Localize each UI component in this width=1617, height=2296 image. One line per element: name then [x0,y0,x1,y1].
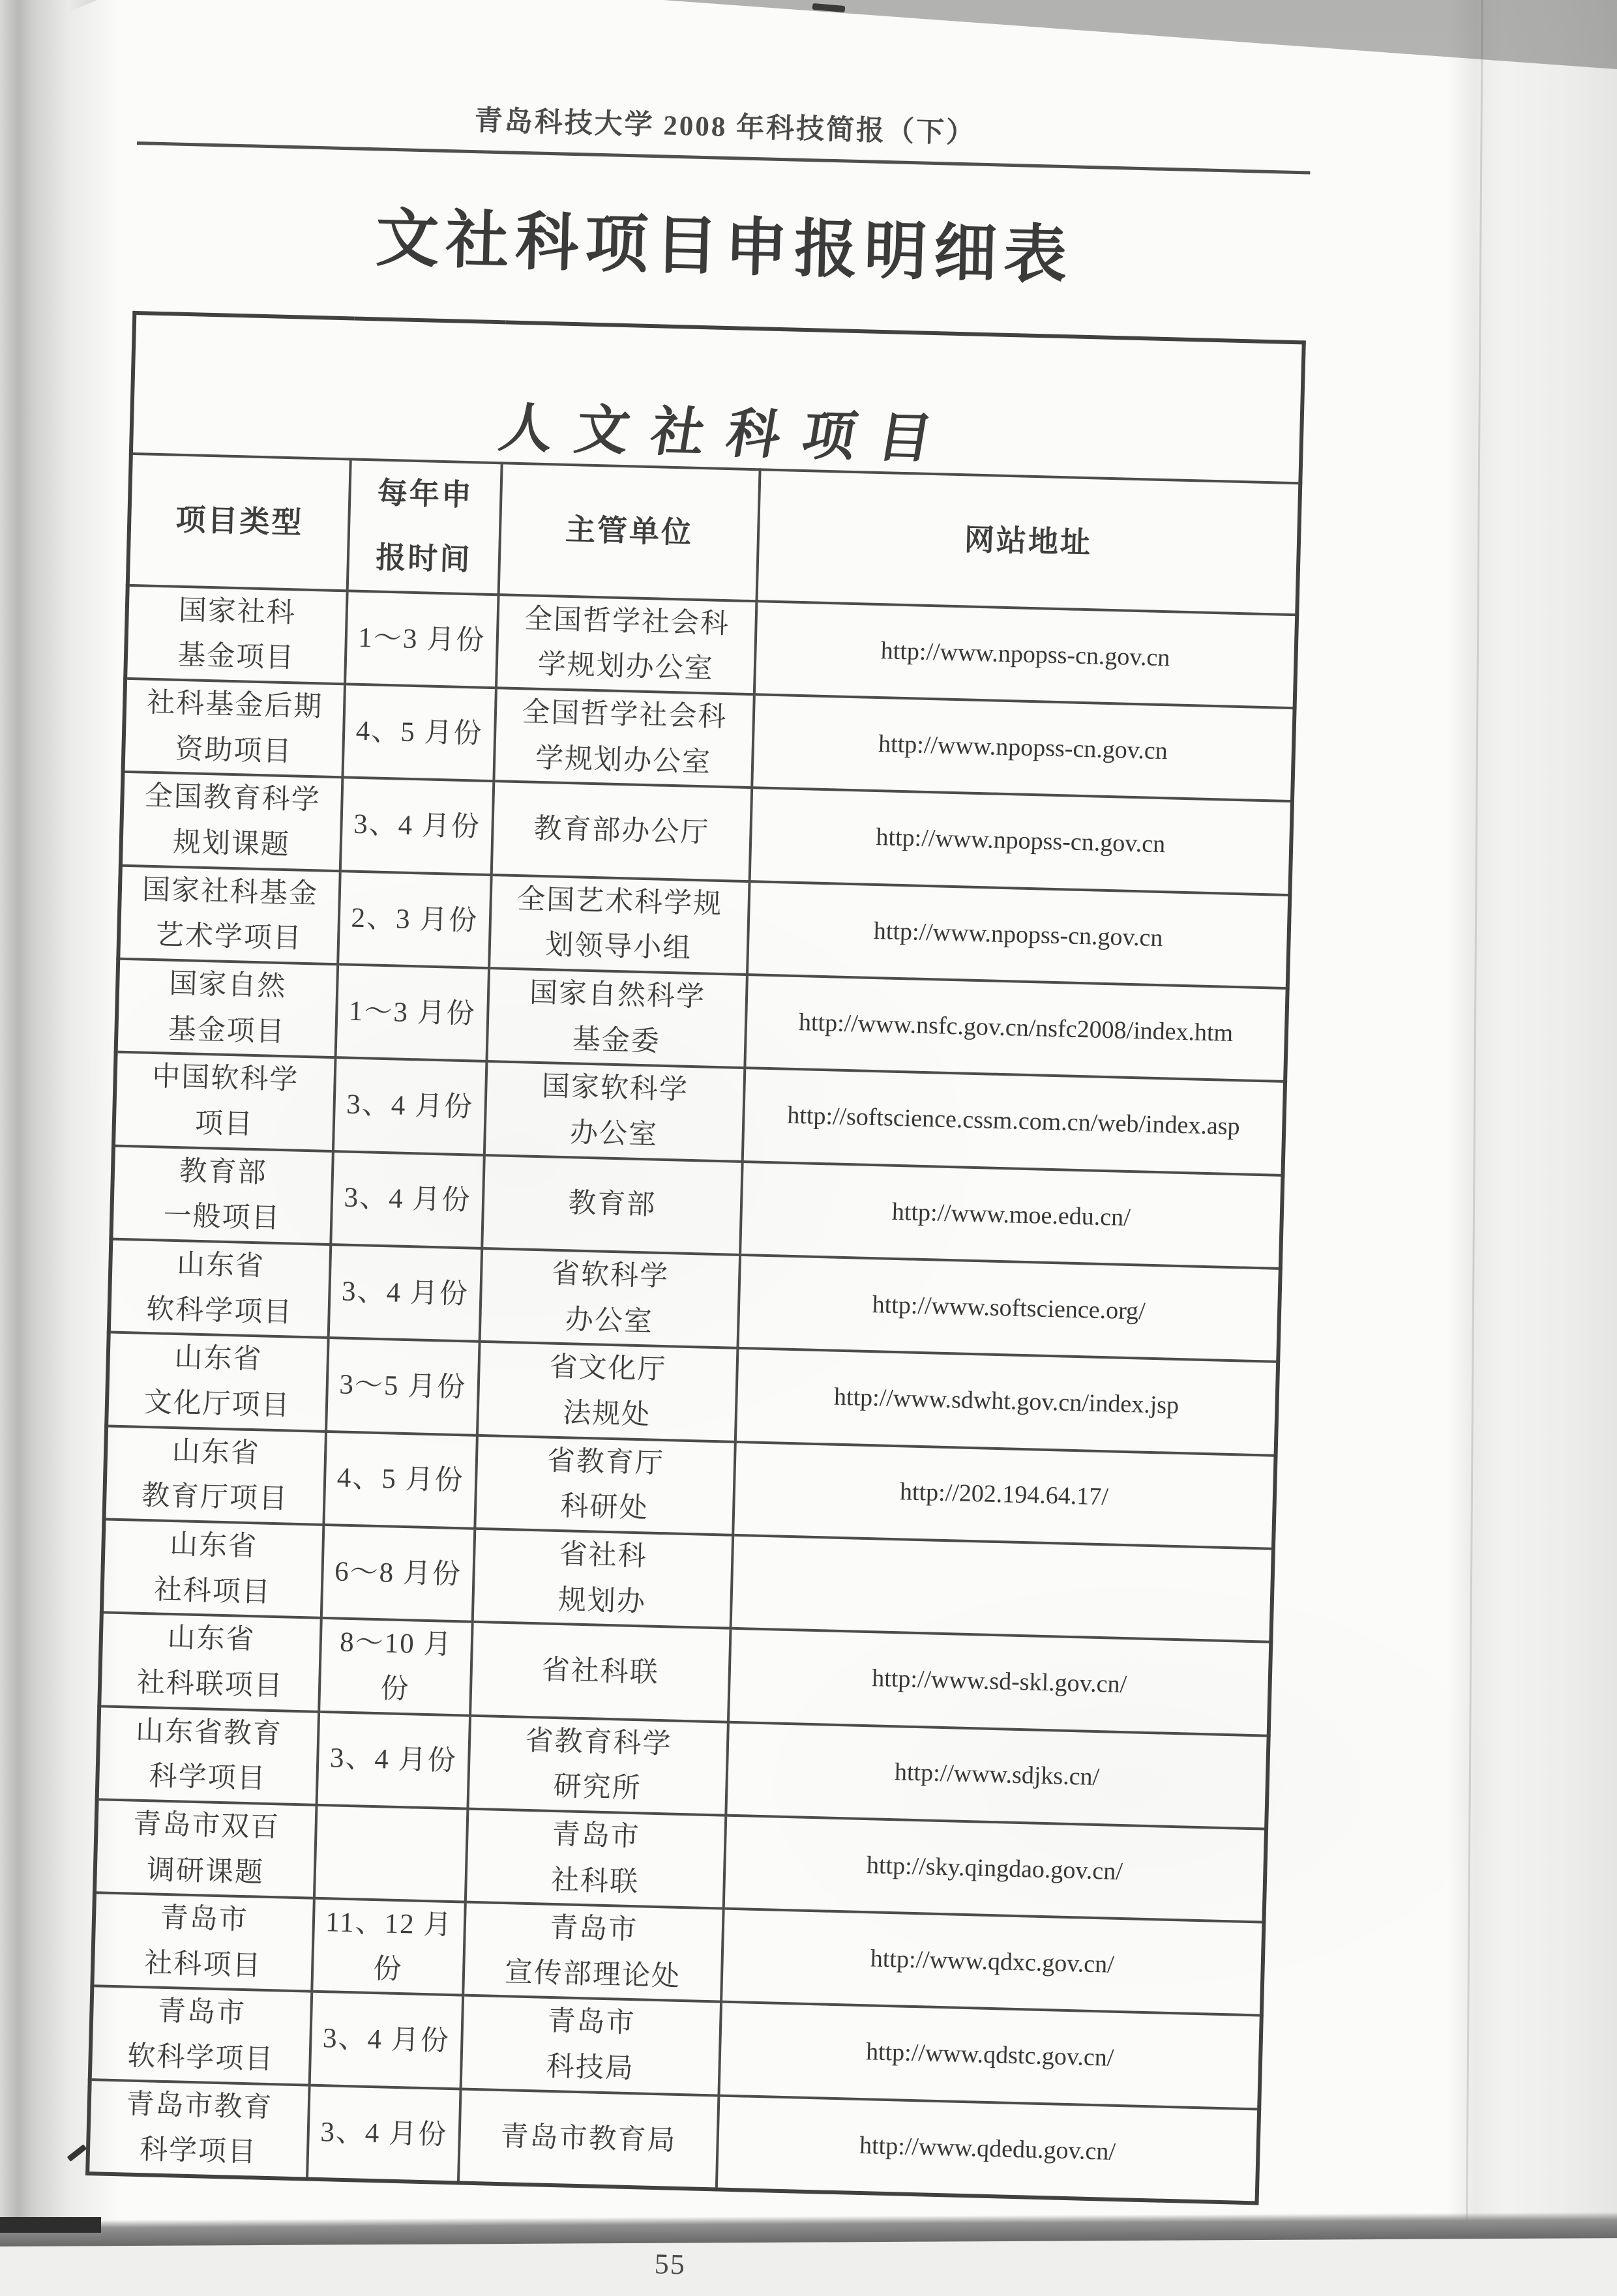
cell-apply-time: 1～3 月份 [336,964,489,1061]
cell-project-type: 山东省 软科学项目 [109,1239,331,1338]
cell-project-type: 青岛市 社科项目 [92,1892,314,1992]
scan-artifact-page-curl [1447,0,1617,2233]
cell-authority: 省教育科学 研究所 [467,1715,728,1815]
projects-table [85,311,1306,2205]
cell-authority: 全国哲学社会科 学规划办公室 [496,595,757,694]
cell-website-url: http://www.qdxc.gov.cn/ [721,1909,1264,2016]
cell-website-url: http://www.qdedu.gov.cn/ [717,2095,1259,2203]
cell-project-type: 教育部 一般项目 [111,1145,333,1244]
cell-website-url: http://www.sdwht.gov.cn/index.jsp [735,1348,1278,1455]
cell-apply-time: 3、4 月份 [329,1244,482,1342]
cell-authority: 国家自然科学 基金委 [486,968,747,1068]
cell-apply-time: 4、5 月份 [324,1432,477,1529]
col-header-apply-time: 每年申 报时间 [348,459,501,595]
col-header-website: 网站地址 [757,469,1301,615]
cell-project-type: 青岛市教育 科学项目 [87,2080,310,2179]
page-number: 55 [654,2248,687,2281]
cell-website-url: http://www.npopss-cn.gov.cn [747,881,1290,988]
cell-apply-time: 3、4 月份 [333,1057,486,1155]
cell-website-url: http://www.qdstc.gov.cn/ [719,2002,1262,2109]
cell-apply-time: 3、4 月份 [340,778,494,875]
cell-apply-time: 3、4 月份 [331,1151,484,1248]
cell-apply-time: 3、4 月份 [307,2085,460,2183]
page-title: 文社科项目申报明细表 [374,203,1075,291]
cell-apply-time: 11、12 月 份 [312,1898,466,1995]
cell-project-type: 国家社科 基金项目 [125,585,348,684]
cell-apply-time: 3～5 月份 [326,1338,479,1435]
col-header-project-type: 项目类型 [128,454,351,591]
cell-authority: 省文化厅 法规处 [477,1342,738,1441]
cell-website-url: http://softscience.cssm.com.cn/web/index.asp [743,1068,1285,1175]
cell-website-url: http://www.npopss-cn.gov.cn [752,694,1294,801]
cell-project-type: 山东省 社科联项目 [99,1613,321,1712]
scan-artifact-bottom-corner [0,2217,101,2233]
cell-apply-time: 1～3 月份 [345,591,498,688]
cell-authority: 省社科联 [470,1622,731,1722]
cell-project-type: 全国教育科学 规划课题 [121,772,343,871]
cell-project-type: 国家自然 基金项目 [116,959,338,1058]
cell-website-url: http://www.moe.edu.cn/ [740,1162,1283,1269]
cell-authority: 全国哲学社会科 学规划办公室 [494,688,754,787]
cell-apply-time: 3、4 月份 [317,1711,470,1808]
cell-website-url: http://www.sdjks.cn/ [726,1722,1268,1829]
cell-apply-time: 2、3 月份 [338,871,491,968]
cell-authority: 青岛市 宣传部理论处 [463,1902,724,2002]
cell-website-url: http://www.npopss-cn.gov.cn [754,601,1297,708]
cell-authority: 省软科学 办公室 [479,1248,740,1348]
cell-website-url [731,1535,1273,1642]
cell-website-url: http://www.softscience.org/ [738,1255,1281,1362]
cell-project-type: 国家社科基金 艺术学项目 [118,865,340,964]
cell-authority: 全国艺术科学规 划领导小组 [489,875,750,975]
cell-website-url: http://www.sd-skl.gov.cn/ [728,1628,1271,1735]
cell-apply-time: 4、5 月份 [343,684,496,781]
cell-website-url: http://www.nsfc.gov.cn/nsfc2008/index.htm [745,975,1287,1082]
cell-project-type: 青岛市双百 调研课题 [95,1799,317,1898]
cell-project-type: 山东省 社科项目 [102,1519,324,1618]
cell-apply-time: 8～10 月 份 [319,1618,472,1715]
cell-website-url: http://www.npopss-cn.gov.cn [750,788,1292,895]
cell-project-type: 青岛市 软科学项目 [90,1986,312,2085]
cell-authority: 教育部 [482,1155,743,1255]
cell-authority: 青岛市 社科联 [466,1808,726,1908]
table-band-title: 人文社科项目 [495,398,959,469]
col-header-authority: 主管单位 [498,463,760,601]
cell-project-type: 山东省教育 科学项目 [97,1706,319,1805]
journal-header: 青岛科技大学 2008 年科技简报（下） [474,106,977,149]
cell-website-url: http://202.194.64.17/ [733,1441,1275,1548]
cell-authority: 青岛市 科技局 [460,1995,721,2095]
cell-authority: 国家软科学 办公室 [484,1061,745,1161]
cell-website-url: http://sky.qingdao.gov.cn/ [724,1816,1266,1922]
cell-project-type: 社科基金后期 资助项目 [123,679,346,778]
page-content [83,90,1312,2296]
cell-apply-time: 3、4 月份 [310,1992,463,2089]
cell-authority: 省教育厅 科研处 [475,1435,735,1535]
cell-authority: 省社科 规划办 [472,1529,733,1628]
cell-project-type: 中国软科学 项目 [113,1052,336,1151]
cell-authority: 教育部办公厅 [491,782,752,881]
cell-authority: 青岛市教育局 [458,2089,719,2189]
cell-project-type: 山东省 教育厅项目 [104,1426,327,1525]
cell-apply-time [314,1805,467,1902]
cell-project-type: 山东省 文化厅项目 [106,1332,329,1432]
cell-apply-time: 6～8 月份 [321,1525,475,1622]
